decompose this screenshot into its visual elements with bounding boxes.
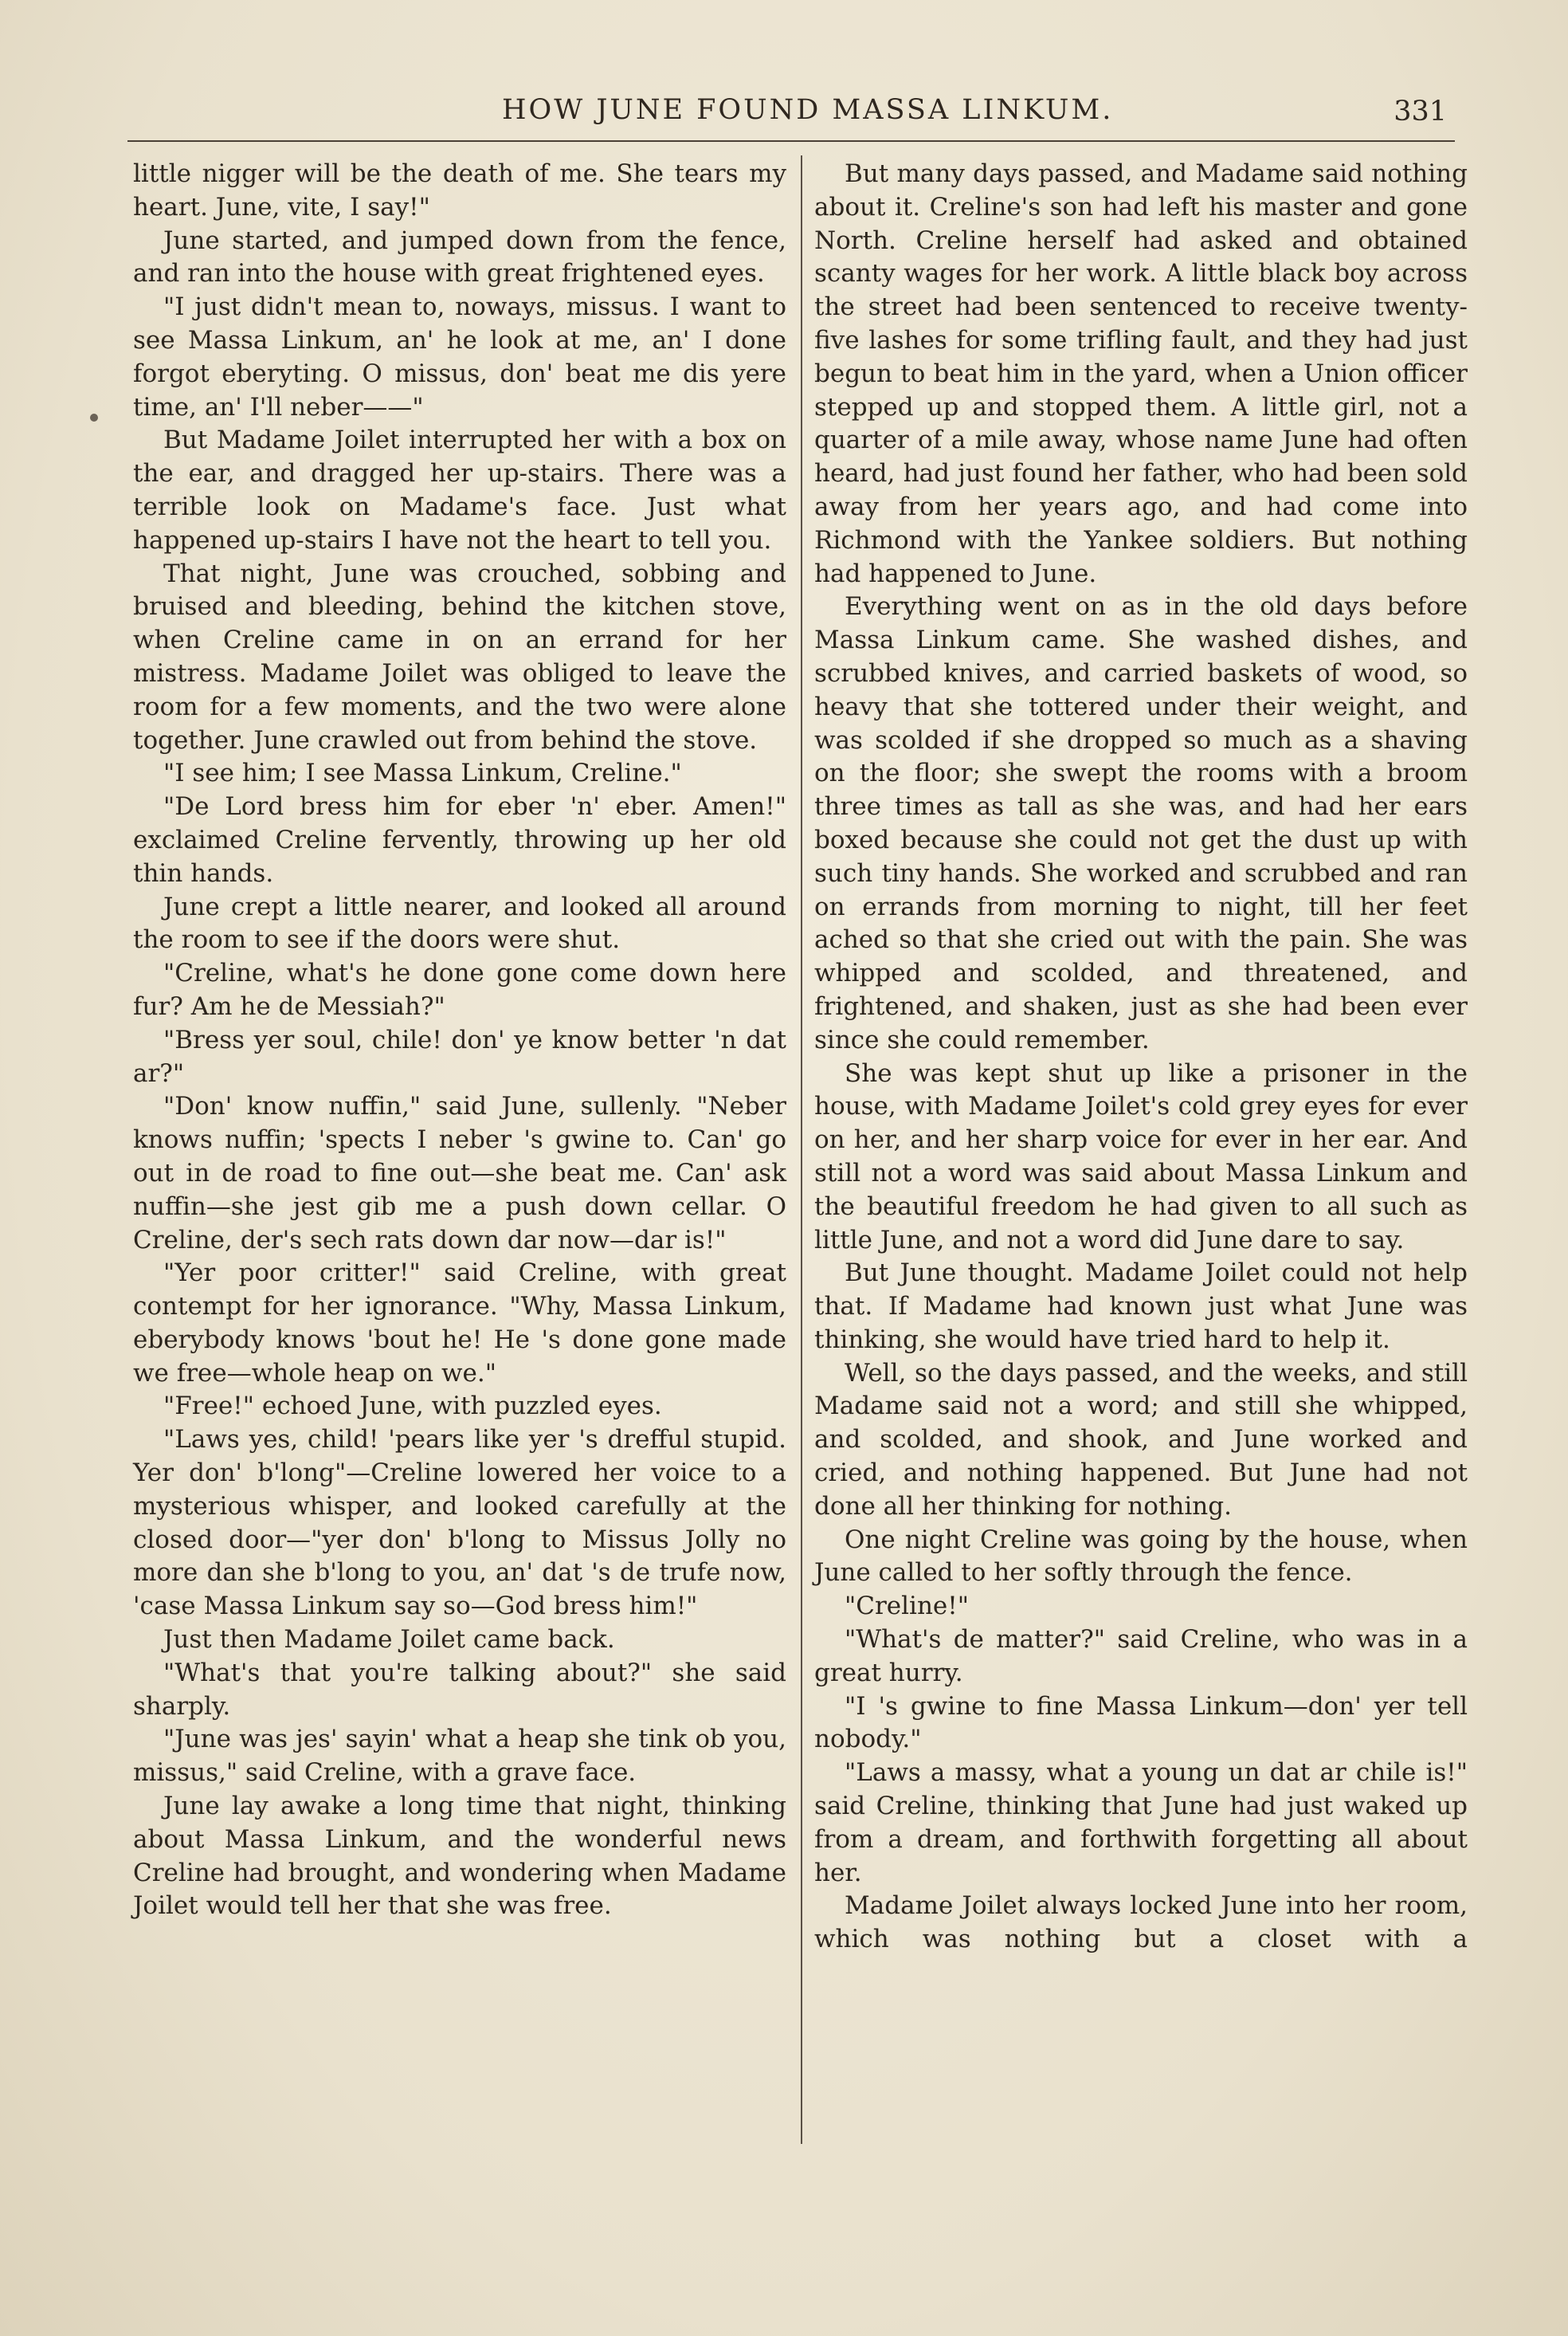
paragraph: "What's de matter?" said Creline, who was in a great hurry. xyxy=(814,1625,1468,1687)
paragraph: "Laws yes, child! 'pears like yer 's drefful stupid. Yer don' b'long"—Creline lowered her voice to a mysterious whisper, and looked carefully at the closed door—"yer don' b'long to Missus Jolly no more dan she b'long to you, an' dat 's de trufe now, 'case Massa Linkum say so—God bress him!" xyxy=(133,1425,786,1621)
paragraph: Madame Joilet always locked June into her room, which was nothing but a closet with a xyxy=(814,1891,1468,1954)
paragraph: One night Creline was going by the house, when June called to her softly through the fence. xyxy=(814,1525,1468,1588)
paragraph: But June thought. Madame Joilet could not help that. If Madame had known just what June was thinking, she would have tried hard to help it. xyxy=(814,1258,1468,1354)
paragraph: "Don' know nuffin," said June, sullenly. "Neber knows nuffin; 'spects I neber 's gwine to. Can' go out in de road to fine out—she beat me. Can' ask nuffin—she jest gib me a push down cellar. O Creline, der's sech rats down dar now—dar is!" xyxy=(133,1092,786,1254)
paragraph: Well, so the days passed, and the weeks, and still Madame said not a word; and still she whipped, and scolded, and shook, and June worked and cried, and nothing happened. But June had not done all her thinking for nothing. xyxy=(814,1358,1468,1521)
paragraph: little nigger will be the death of me. She tears my heart. June, vite, I say!" xyxy=(133,159,786,222)
paragraph: "Yer poor critter!" said Creline, with great contempt for her ignorance. "Why, Massa Linkum, eberybody knows 'bout he! He 's done gone made we free—whole heap on we." xyxy=(133,1258,786,1388)
paragraph: "I 's gwine to fine Massa Linkum—don' yer tell nobody." xyxy=(814,1691,1468,1754)
paragraph: "I just didn't mean to, noways, missus. I want to see Massa Linkum, an' he look at me, an' I done forgot eberyting. O missus, don' beat me dis yere time, an' I'll neber——" xyxy=(133,292,786,422)
left-column xyxy=(133,158,786,1923)
paragraph: But many days passed, and Madame said nothing about it. Creline's son had left his master and gone North. Creline herself had asked and obtained scanty wages for her work. A little black boy across the street had been sentenced to receive twenty-five lashes for some trifling fault, and they had just begun to beat him in the yard, when a Union officer stepped up and stopped them. A little girl, not a quarter of a mile away, whose name June had often heard, had just found her father, who had been sold away from her years ago, and had come into Richmond with the Yankee soldiers. But nothing had happened to June. xyxy=(814,159,1468,588)
paragraph: Everything went on as in the old days before Massa Linkum came. She washed dishes, and scrubbed knives, and carried baskets of wood, so heavy that she tottered under their weight, and was scolded if she dropped so much as a shaving on the floor; she swept the rooms with a broom three times as tall as she was, and had her ears boxed because she could not get the dust up with such tiny hands. She worked and scrubbed and ran on errands from morning to night, till her feet ached so that she cried out with the pain. She was whipped and scolded, and threatened, and frightened, and shaken, just as she had been ever since she could remember. xyxy=(814,592,1468,1054)
paragraph: "Creline!" xyxy=(845,1592,969,1621)
paragraph: June lay awake a long time that night, thinking about Massa Linkum, and the wonderful news Creline had brought, and wondering when Madame Joilet would tell her that she was free. xyxy=(133,1792,786,1921)
page-header xyxy=(127,88,1455,142)
paragraph: But Madame Joilet interrupted her with a box on the ear, and dragged her up-stairs. There was a terrible look on Madame's face. Just what happened up-stairs I have not the heart to tell you. xyxy=(133,426,786,555)
paragraph: "De Lord bress him for eber 'n' eber. Amen!" exclaimed Creline fervently, throwing up her old thin hands. xyxy=(133,792,786,888)
paragraph: "Free!" echoed June, with puzzled eyes. xyxy=(163,1392,662,1421)
paragraph: "Laws a massy, what a young un dat ar chile is!" said Creline, thinking that June had just waked up from a dream, and forthwith forgetting all about her. xyxy=(814,1758,1468,1887)
paragraph: "Creline, what's he done gone come down here fur? Am he de Messiah?" xyxy=(133,959,786,1021)
paragraph: "Bress yer soul, chile! don' ye know better 'n dat ar?" xyxy=(133,1025,786,1088)
paragraph: June started, and jumped down from the fence, and ran into the house with great frightened eyes. xyxy=(133,226,786,289)
right-column xyxy=(814,158,1468,1957)
paragraph: She was kept shut up like a prisoner in the house, with Madame Joilet's cold grey eyes for ever on her, and her sharp voice for ever in her ear. And still not a word was said about Massa Linkum and the beautiful freedom he had given to all such as little June, and not a word did June dare to say. xyxy=(814,1058,1468,1254)
paragraph: Just then Madame Joilet came back. xyxy=(163,1625,615,1655)
paragraph: June crept a little nearer, and looked all around the room to see if the doors were shut. xyxy=(133,892,786,955)
margin-mark xyxy=(90,414,98,422)
paragraph: "I see him; I see Massa Linkum, Creline." xyxy=(163,759,682,788)
running-title: HOW JUNE FOUND MASSA LINKUM. xyxy=(502,94,1114,126)
paragraph: That night, June was crouched, sobbing and bruised and bleeding, behind the kitchen stove, when Creline came in on an errand for her mistress. Madame Joilet was obliged to leave the room for a few moments, and the two were alone together. June crawled out from behind the stove. xyxy=(133,559,786,755)
paragraph: "What's that you're talking about?" she said sharply. xyxy=(133,1658,786,1721)
page-number: 331 xyxy=(1394,96,1447,128)
paragraph: "June was jes' sayin' what a heap she tink ob you, missus," said Creline, with a grave face. xyxy=(133,1725,786,1788)
column-rule xyxy=(801,155,802,2144)
